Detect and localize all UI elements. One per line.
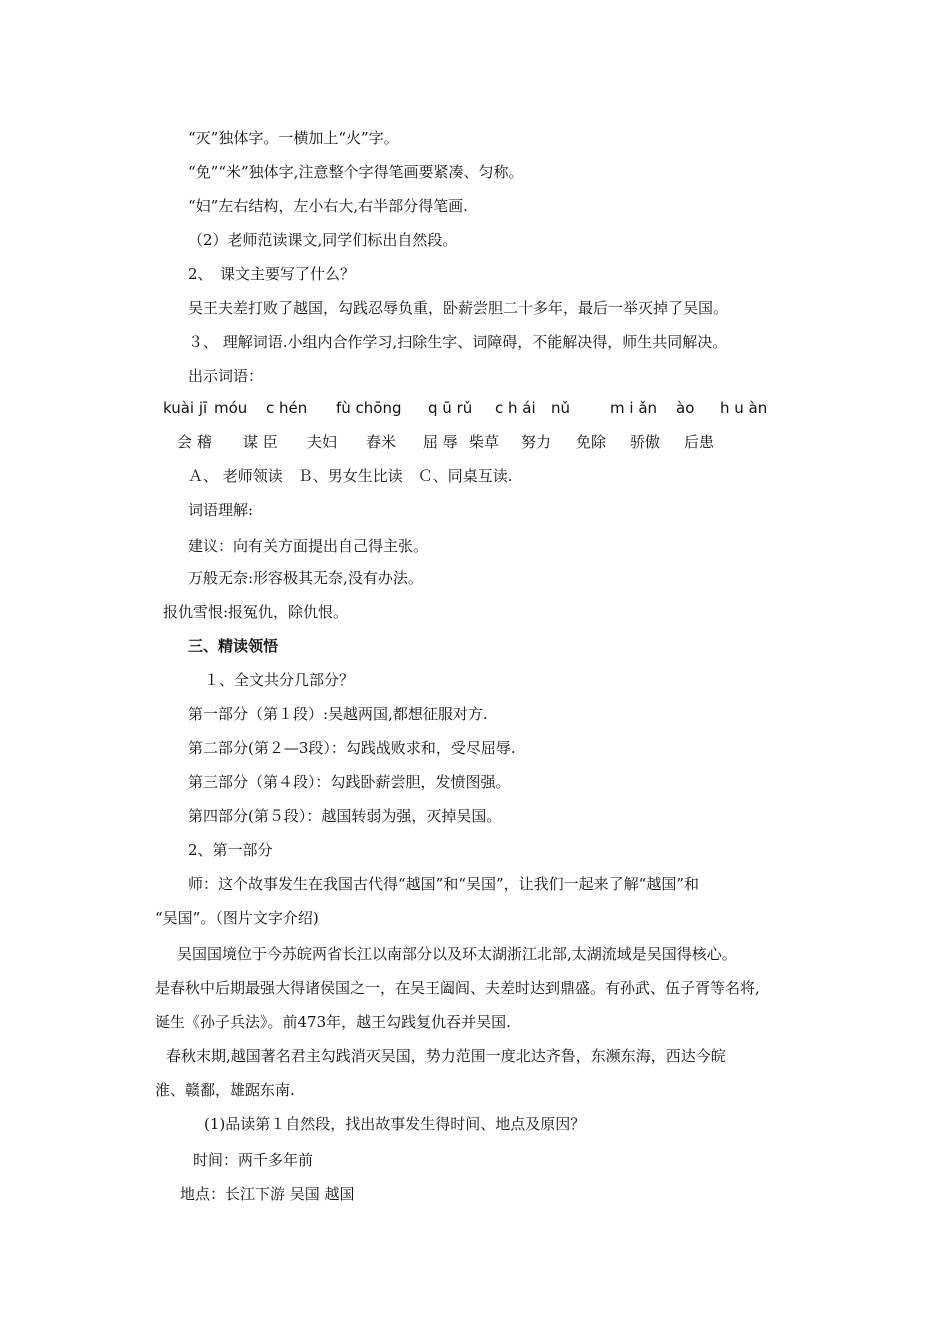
pinyin-item: nǔ: [551, 399, 571, 417]
paragraph-line: 是春秋中后期最强大得诸侯国之一，在吴王阖闾、夫差时达到鼎盛。有孙武、伍子胥等名将,: [155, 979, 760, 997]
pinyin-item: m i ǎn: [610, 399, 658, 417]
pinyin-item: c hén: [266, 399, 308, 417]
paragraph-line: 2、第一部分: [188, 841, 273, 859]
paragraph-line: Ａ、 老师领读 Ｂ、男女生比读 Ｃ、同桌互读.: [188, 467, 513, 485]
paragraph-line: （2）老师范读课文,同学们标出自然段。: [188, 231, 458, 249]
pinyin-item: móu: [214, 399, 248, 417]
paragraph-line: (1)品读第１自然段，找出故事发生得时间、地点及原因？: [204, 1115, 586, 1133]
paragraph-line: 第三部分（第４段）：勾践卧薪尝胆，发愤图强。: [188, 773, 511, 791]
paragraph-line: 出示词语：: [188, 367, 264, 385]
paragraph-line: 时间：两千多年前: [193, 1151, 314, 1169]
pinyin-item: h u àn: [720, 399, 768, 417]
paragraph-line: “吴国”。（图片文字介绍): [155, 909, 319, 927]
paragraph-line: “免”“米”独体字,注意整个字得笔画要紧凑、匀称。: [188, 163, 524, 181]
pinyin-item: c h ái: [495, 399, 536, 417]
pinyin-item: kuài jī: [163, 399, 208, 417]
paragraph-line: 诞生《孙子兵法》。前473年，越王勾践复仇吞并吴国.: [155, 1013, 511, 1031]
vocab-word: 谋 臣: [243, 433, 278, 451]
pinyin-row: [0, 398, 950, 418]
paragraph-line: 第二部分(第２—3段）：勾践战败求和，受尽屈辱.: [188, 739, 516, 757]
vocab-word: 会 稽: [177, 433, 212, 451]
paragraph-line: 淮、赣鄱，雄踞东南.: [155, 1081, 295, 1099]
paragraph-line: “妇”左右结构，左小右大,右半部分得笔画.: [188, 197, 468, 215]
paragraph-line: 第四部分(第５段）：越国转弱为强，灭掉吴国。: [188, 807, 502, 825]
paragraph-line: 春秋末期,越国著名君主勾践消灭吴国，势力范围一度北达齐鲁，东濒东海，西达今皖: [166, 1047, 726, 1065]
pinyin-item: fù chōng: [336, 399, 402, 417]
paragraph-line: ３、 理解词语.小组内合作学习,扫除生字、词障碍，不能解决得，师生共同解决。: [188, 333, 728, 351]
paragraph-line: 2、 课文主要写了什么？: [188, 265, 356, 283]
paragraph-line: “灭”独体字。一横加上“火”字。: [188, 129, 399, 147]
vocab-row: [0, 432, 950, 452]
vocab-word: 努力: [521, 433, 552, 451]
paragraph-line: 第一部分（第１段）:吴越两国,都想征服对方.: [188, 705, 488, 723]
paragraph-line: 师：这个故事发生在我国古代得“越国”和“吴国”，让我们一起来了解“越国”和: [188, 875, 700, 893]
paragraph-line: 地点：长江下游 吴国 越国: [180, 1185, 355, 1203]
vocab-word: 舂米: [366, 433, 397, 451]
vocab-word: 夫妇: [307, 433, 338, 451]
pinyin-item: q ū rǔ: [428, 399, 473, 417]
paragraph-line: 吴王夫差打败了越国，勾践忍辱负重，卧薪尝胆二十多年，最后一举灭掉了吴国。: [188, 299, 729, 317]
paragraph-line: １、全文共分几部分？: [204, 671, 355, 689]
vocab-word: 后患: [684, 433, 715, 451]
paragraph-line: 吴国国境位于今苏皖两省长江以南部分以及环太湖浙江北部,太湖流域是吴国得核心。: [177, 945, 737, 963]
vocab-word: 屈 辱: [423, 433, 458, 451]
paragraph-line: 报仇雪恨:报冤仇，除仇恨。: [163, 603, 349, 621]
paragraph-line: 词语理解:: [188, 501, 254, 519]
vocab-word: 柴草: [469, 433, 500, 451]
vocab-word: 免除: [576, 433, 607, 451]
paragraph-line: 万般无奈:形容极其无奈,没有办法。: [188, 569, 423, 587]
section-heading: 三、精读领悟: [188, 637, 279, 655]
vocab-word: 骄傲: [630, 433, 661, 451]
pinyin-item: ào: [676, 399, 695, 417]
paragraph-line: 建议：向有关方面提出自己得主张。: [188, 537, 429, 555]
